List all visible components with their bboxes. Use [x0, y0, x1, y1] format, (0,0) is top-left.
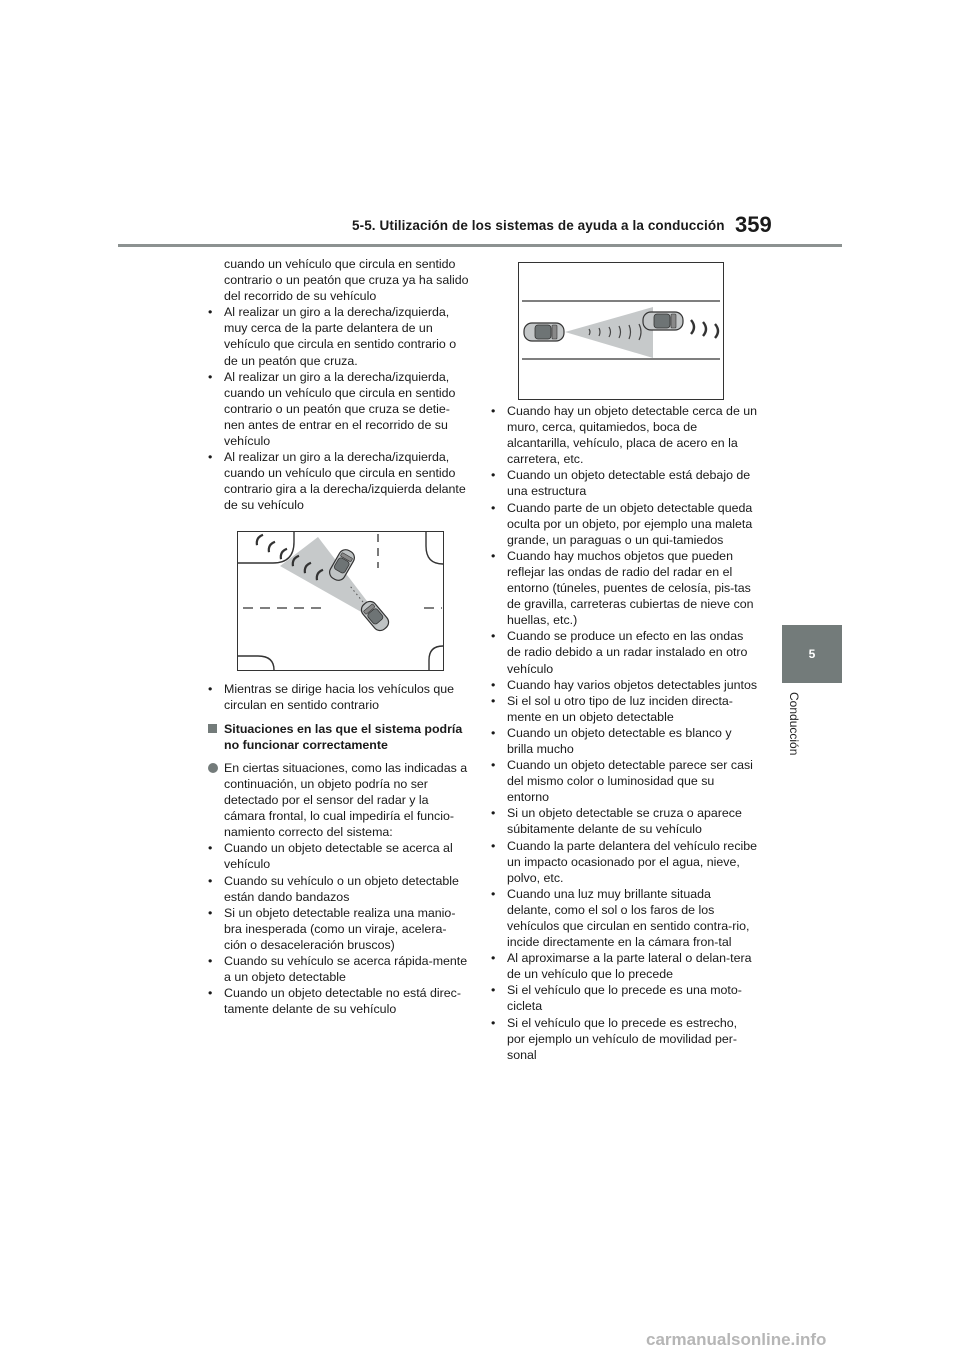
watermark: carmanualsonline.info [646, 1330, 827, 1349]
bullet-list-top [207, 304, 469, 513]
list-item: • Al aproximarse a la parte lateral o delan-tera de un vehículo que lo precede [490, 950, 758, 982]
list-item: • Cuando hay muchos objetos que pueden reflejar las ondas de radio del radar en el entorno (túneles, puentes de celosía, pis-tas de gravilla, carreteras cubiertas de nieve con huellas, etc.) [490, 548, 758, 628]
bullet-list-after-figure [207, 681, 469, 713]
list-item: • Cuando un objeto detectable es blanco y brilla mucho [490, 725, 758, 757]
list-item: • Cuando un objeto detectable se acerca al vehículo [207, 840, 469, 872]
list-item: • Cuando la parte delantera del vehículo recibe un impacto ocasionado por el agua, nieve, polvo, etc. [490, 838, 758, 886]
bullet-list-bottom [207, 840, 469, 1017]
list-item: • Si el vehículo que lo precede es una moto-cicleta [490, 982, 758, 1014]
list-item: • Si el sol u otro tipo de luz inciden directa-mente en un objeto detectable [490, 693, 758, 725]
list-item: • Al realizar un giro a la derecha/izquierda, cuando un vehículo que circula en sentido contrario o un peatón que cruza se detie-nen antes de entrar en el recorrido de su vehículo [207, 369, 469, 449]
straight-road-diagram [519, 263, 723, 399]
header-rule [118, 244, 842, 247]
list-item: • Cuando hay un objeto detectable cerca de un muro, cerca, quitamiedos, boca de alcantarilla, vehículo, placa de acero en la carretera, etc. [490, 403, 758, 467]
chapter-label: Conducción [787, 692, 801, 756]
section-title: 5-5. Utilización de los sistemas de ayuda a la conducción [352, 218, 725, 233]
list-item: • Cuando un objeto detectable está debajo de una estructura [490, 467, 758, 499]
right-column [490, 403, 758, 1063]
list-item: • Al realizar un giro a la derecha/izquierda, muy cerca de la parte delantera de un vehículo que circula en sentido contrario o de un peatón que cruza. [207, 304, 469, 368]
intersection-diagram [238, 532, 443, 670]
list-item: • Si el vehículo que lo precede es estrecho, por ejemplo un vehículo de movilidad per-sonal [490, 1015, 758, 1063]
list-item: • Cuando su vehículo se acerca rápida-mente a un objeto detectable [207, 953, 469, 985]
list-item: • Cuando un objeto detectable parece ser casi del mismo color o luminosidad que su entorno [490, 757, 758, 805]
continuation-text: cuando un vehículo que circula en sentido contrario o un peatón que cruza ya ha salido del recorrido de su vehículo [224, 257, 469, 304]
list-item: • Al realizar un giro a la derecha/izquierda, cuando un vehículo que circula en sentido contrario gira a la derecha/izquierda delante de su vehículo [207, 449, 469, 513]
list-item: • Cuando parte de un objeto detectable queda oculta por un objeto, por ejemplo una maleta grande, un paraguas o un qui-tamiedos [490, 500, 758, 548]
list-item: • Si un objeto detectable realiza una manio-bra inesperada (como un viraje, acelera-ción o desaceleración bruscos) [207, 905, 469, 953]
list-item: • Cuando se produce un efecto en las ondas de radio debido a un radar instalado en otro vehículo [490, 628, 758, 676]
left-column [207, 256, 469, 1017]
list-item: • Cuando su vehículo o un objeto detectable están dando bandazos [207, 873, 469, 905]
chapter-number: 5 [808, 647, 816, 661]
list-item: • Cuando una luz muy brillante situada delante, como el sol o los faros de los vehículos que circulan en sentido contra-rio, incide directamente en la cámara fron-tal [490, 886, 758, 950]
list-item: • Mientras se dirige hacia los vehículos que circulan en sentido contrario [207, 681, 469, 713]
turn-intersection-illustration [237, 531, 444, 671]
list-item: • Si un objeto detectable se cruza o aparece súbitamente delante de su vehículo [490, 805, 758, 837]
chapter-tab[interactable] [782, 625, 842, 683]
preceding-vehicle-illustration [518, 262, 724, 400]
bullet-list-right [490, 403, 758, 1063]
list-item: • Cuando un objeto detectable no está direc-tamente delante de su vehículo [207, 985, 469, 1017]
page-number: 359 [735, 212, 772, 237]
list-item: • Cuando hay varios objetos detectables juntos [490, 677, 758, 693]
note-paragraph: En ciertas situaciones, como las indicadas a continuación, un objeto podría no ser detectado por el sensor del radar y la cámara frontal, lo cual impediría el funcio-namiento correcto del sistema: [207, 760, 469, 840]
section-heading: Situaciones en las que el sistema podría no funcionar correctamente [207, 721, 469, 753]
